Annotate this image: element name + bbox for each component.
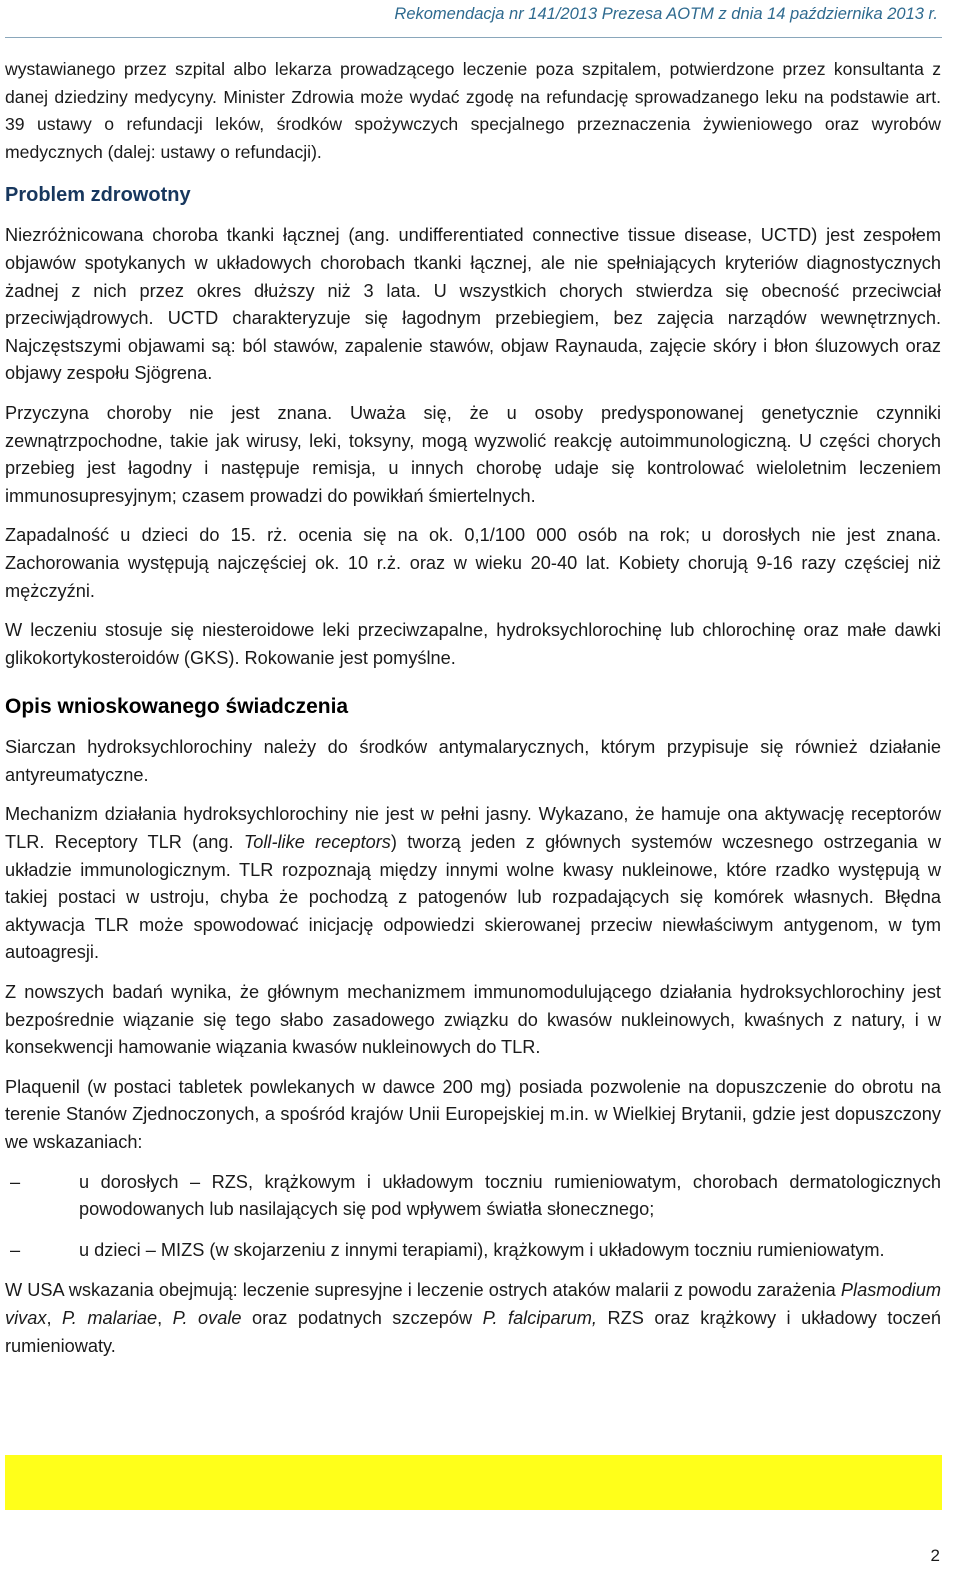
problem-paragraph-1: Niezróżnicowana choroba tkanki łącznej (ang. undifferentiated connective tissue disease, UCTD) jest zespołem objawów spotykanych w układowych chorobach tkanki łącznej, ale nie spełniających kryteriów diagnostycznych żadnej z nich przez okres dłuższy niż 3 lata. U wszystkich chorych stwierdza się obecność przeciwciał przeciwjądrowych. UCTD charakteryzuje się łagodnym przebiegiem, bez zajęcia narządów wewnętrznych. Najczęstszymi objawami są: ból stawów, zapalenie stawów, objaw Raynauda, zajęcie skóry i błon śluzowych oraz objawy zespołu Sjögrena. — [5, 225, 941, 384]
problem-paragraph-3: Zapadalność u dzieci do 15. rż. ocenia się na ok. 0,1/100 000 osób na rok; u dorosłych nie jest znana. Zachorowania występują najczęściej ok. 10 r.ż. oraz w wieku 20-40 lat. Kobiety chorują 9-16 razy częściej niż mężczyźni. — [5, 525, 941, 601]
opis-paragraph-3: Z nowszych badań wynika, że głównym mechanizmem immunomodulującego działania hydroksychlorochiny jest bezpośrednie wiązanie się tego słabo zasadowego związku do kwasów nukleinowych, kwaśnych z natury, i w konsekwencji hamowanie wiązania kwasów nukleinowych do TLR. — [5, 982, 941, 1058]
opis-paragraph-5: W USA wskazania obejmują: leczenie supresyjne i leczenie ostrych ataków malarii z powodu zarażenia Plasmodium vivax, P. malariae, P. ovale oraz podatnych szczepów P. falciparum, RZS oraz krążkowy i układowy toczeń rumieniowaty. — [5, 1280, 941, 1356]
list-item: – u dzieci – MIZS (w skojarzeniu z innymi terapiami), krążkowym i układowym toczniu rumieniowatym. — [5, 1237, 941, 1265]
header-divider — [5, 37, 942, 38]
problem-paragraph-4: W leczeniu stosuje się niesteroidowe leki przeciwzapalne, hydroksychlorochinę lub chlorochinę oraz małe dawki glikokortykosteroidów (GKS). Rokowanie jest pomyślne. — [5, 620, 941, 668]
list-item: – u dorosłych – RZS, krążkowym i układowym toczniu rumieniowatym, chorobach dermatologicznych powodowanych lub nasilających się pod wpływem światła słonecznego; — [5, 1169, 941, 1224]
opis-paragraph-4: Plaquenil (w postaci tabletek powlekanych w dawce 200 mg) posiada pozwolenie na dopuszczenie do obrotu na terenie Stanów Zjednoczonych, a spośród krajów Unii Europejskiej m.in. w Wielkiej Brytanii, gdzie jest dopuszczony we wskazaniach: — [5, 1076, 941, 1152]
indications-list — [5, 1169, 941, 1265]
running-header: Rekomendacja nr 141/2013 Prezesa AOTM z dnia 14 października 2013 r. — [394, 5, 938, 23]
opis-paragraph-1: Siarczan hydroksychlorochiny należy do środków antymalarycznych, którym przypisuje się również działanie antyreumatyczne. — [5, 737, 941, 785]
page-number: 2 — [930, 1546, 940, 1565]
dash-bullet-icon: – — [9, 1171, 21, 1192]
section-heading-problem: Problem zdrowotny — [5, 184, 191, 207]
problem-paragraph-2: Przyczyna choroby nie jest znana. Uważa się, że u osoby predysponowanej genetycznie czynniki zewnątrzpochodne, takie jak wirusy, leki, toksyny, mogą wyzwolić reakcję autoimmunologiczną. U części chorych przebieg jest łagodny i następuje remisja, u innych chorobę udaje się kontrolować wieloletnim leczeniem immunosupresyjnym; czasem prowadzi do powikłań śmiertelnych. — [5, 402, 941, 506]
highlight-box — [5, 1455, 942, 1510]
document-body — [5, 56, 941, 1360]
dash-bullet-icon: – — [9, 1239, 21, 1260]
intro-paragraph: wystawianego przez szpital albo lekarza prowadzącego leczenie poza szpitalem, potwierdzone przez konsultanta z danej dziedziny medycyny. Minister Zdrowia może wydać zgodę na refundację sprowadzanego leku na podstawie art. 39 ustawy o refundacji leków, środków spożywczych specjalnego przeznaczenia żywieniowego oraz wyrobów medycznych (dalej: ustawy o refundacji). — [5, 59, 941, 162]
opis-paragraph-2: Mechanizm działania hydroksychlorochiny nie jest w pełni jasny. Wykazano, że hamuje ona aktywację receptorów TLR. Receptory TLR (ang. Toll-like receptors) tworzą jeden z głównych systemów wczesnego ostrzegania w układzie immunologicznym. TLR rozpoznają między innymi wolne kwasy nukleinowe, które rzadko występują w takiej postaci w ustroju, chyba że pochodzą z patogenów lub rozpadających się komórek własnych. Błędna aktywacja TLR może spowodować inicjację odpowiedzi skierowanej przeciw niewłaściwym antygenom, w tym autoagresji. — [5, 804, 941, 963]
section-heading-opis: Opis wnioskowanego świadczenia — [5, 695, 349, 719]
